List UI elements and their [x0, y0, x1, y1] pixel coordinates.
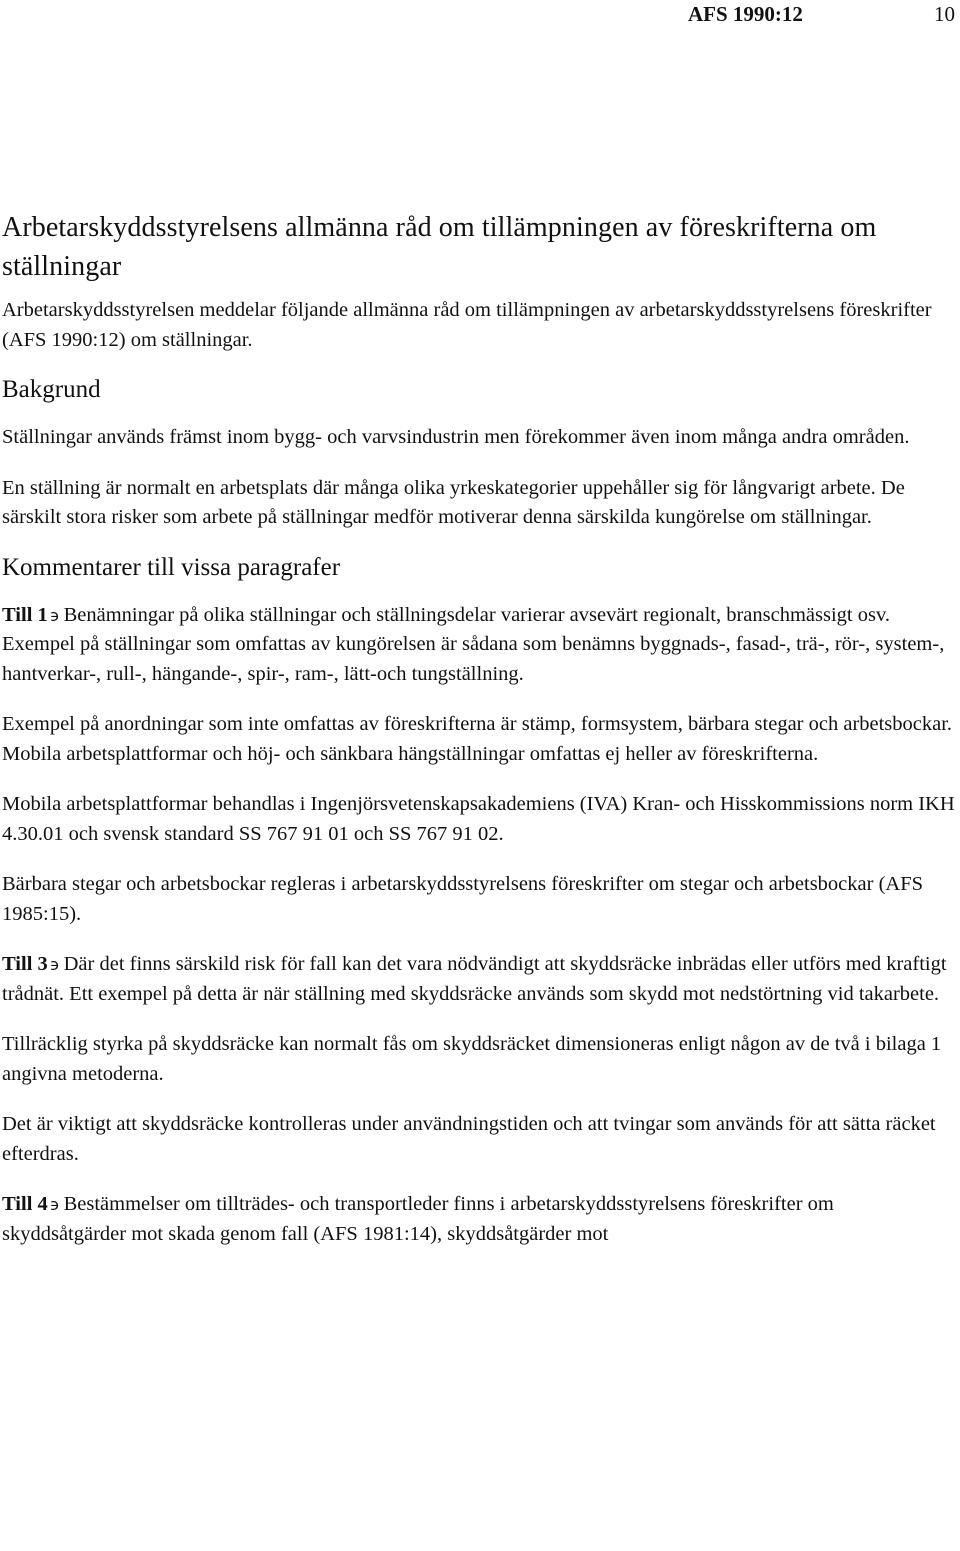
section-ref-till-4: Till 4 — [2, 1193, 48, 1215]
paragraph-till-4 — [2, 1190, 956, 1249]
paragraph-barbara: Bärbara stegar och arbetsbockar regleras i arbetarskyddsstyrelsens föreskrifter om stegar och arbetsbockar (AFS 1985:15). — [2, 873, 924, 925]
till-3-text: Där det finns särskild risk för fall kan det vara nödvändigt att skyddsräcke inbrädas eller utförs med kraftigt trådnät. Ett exempel på detta är när ställning med skyddsräcke används som skydd mot nedstörtning vid takarbete. — [2, 953, 947, 1005]
paragraph-tillracklig: Tillräcklig styrka på skyddsräcke kan normalt fås om skyddsräcket dimensioneras enligt någon av de två i bilaga 1 angivna metoderna. — [2, 1033, 942, 1085]
reference-arrow-icon: ϶ — [49, 605, 60, 625]
document-body — [2, 208, 956, 1249]
till-4-text: Bestämmelser om tillträdes- och transportleder finns i arbetarskyddsstyrelsens föreskrifter om skyddsåtgärder mot skada genom fall (AFS 1981:14), skyddsåtgärder mot — [2, 1193, 834, 1245]
paragraph-mobila: Mobila arbetsplattformar behandlas i Ingenjörsvetenskapsakademiens (IVA) Kran- och Hisskommissions norm IKH 4.30.01 och svensk standard SS 767 91 01 och SS 767 91 02. — [2, 793, 955, 845]
page-header — [0, 0, 960, 30]
document-title: Arbetarskyddsstyrelsens allmänna råd om tillämpningen av föreskrifterna om ställningar — [2, 212, 877, 282]
heading-bakgrund: Bakgrund — [2, 376, 101, 403]
bakgrund-paragraph-2: En ställning är normalt en arbetsplats där många olika yrkeskategorier uppehåller sig för långvarigt arbete. De särskilt stora risker som arbete på ställningar medför motiverar denna särskilda kungörelse om ställningar. — [2, 476, 905, 528]
till-1-text: Benämningar på olika ställningar och ställningsdelar varierar avsevärt regionalt, branschmässigt osv. Exempel på ställningar som omfattas av kungörelsen är sådana som benämns byggnads-, fasad-, trä-, rör-, system-, hantverkar-, rull-, hängande-, spir-, ram-, lätt-och tungställning. — [2, 603, 945, 685]
paragraph-till-1 — [2, 601, 956, 690]
reference-arrow-icon: ϶ — [49, 955, 60, 974]
reference-arrow-icon: ϶ — [49, 1195, 60, 1214]
paragraph-till-3 — [2, 950, 956, 1009]
intro-paragraph: Arbetarskyddsstyrelsen meddelar följande allmänna råd om tillämpningen av arbetarskyddsstyrelsens föreskrifter (AFS 1990:12) om ställningar. — [2, 299, 932, 351]
document-id: AFS 1990:12 — [688, 2, 803, 26]
section-ref-till-1: Till 1 — [2, 603, 48, 626]
paragraph-viktigt: Det är viktigt att skyddsräcke kontrolleras under användningstiden och att tvingar som används för att sätta räcket efterdras. — [2, 1113, 936, 1165]
page-number: 10 — [934, 2, 955, 26]
heading-kommentarer: Kommentarer till vissa paragrafer — [2, 553, 341, 581]
section-ref-till-3: Till 3 — [2, 953, 48, 975]
paragraph-anordningar: Exempel på anordningar som inte omfattas av föreskrifterna är stämp, formsystem, bärbara stegar och arbetsbockar. Mobila arbetsplattformar och höj- och sänkbara hängställningar omfattas ej heller av föreskrifterna. — [2, 713, 953, 765]
bakgrund-paragraph-1: Ställningar används främst inom bygg- och varvsindustrin men förekommer även inom många andra områden. — [2, 426, 910, 448]
